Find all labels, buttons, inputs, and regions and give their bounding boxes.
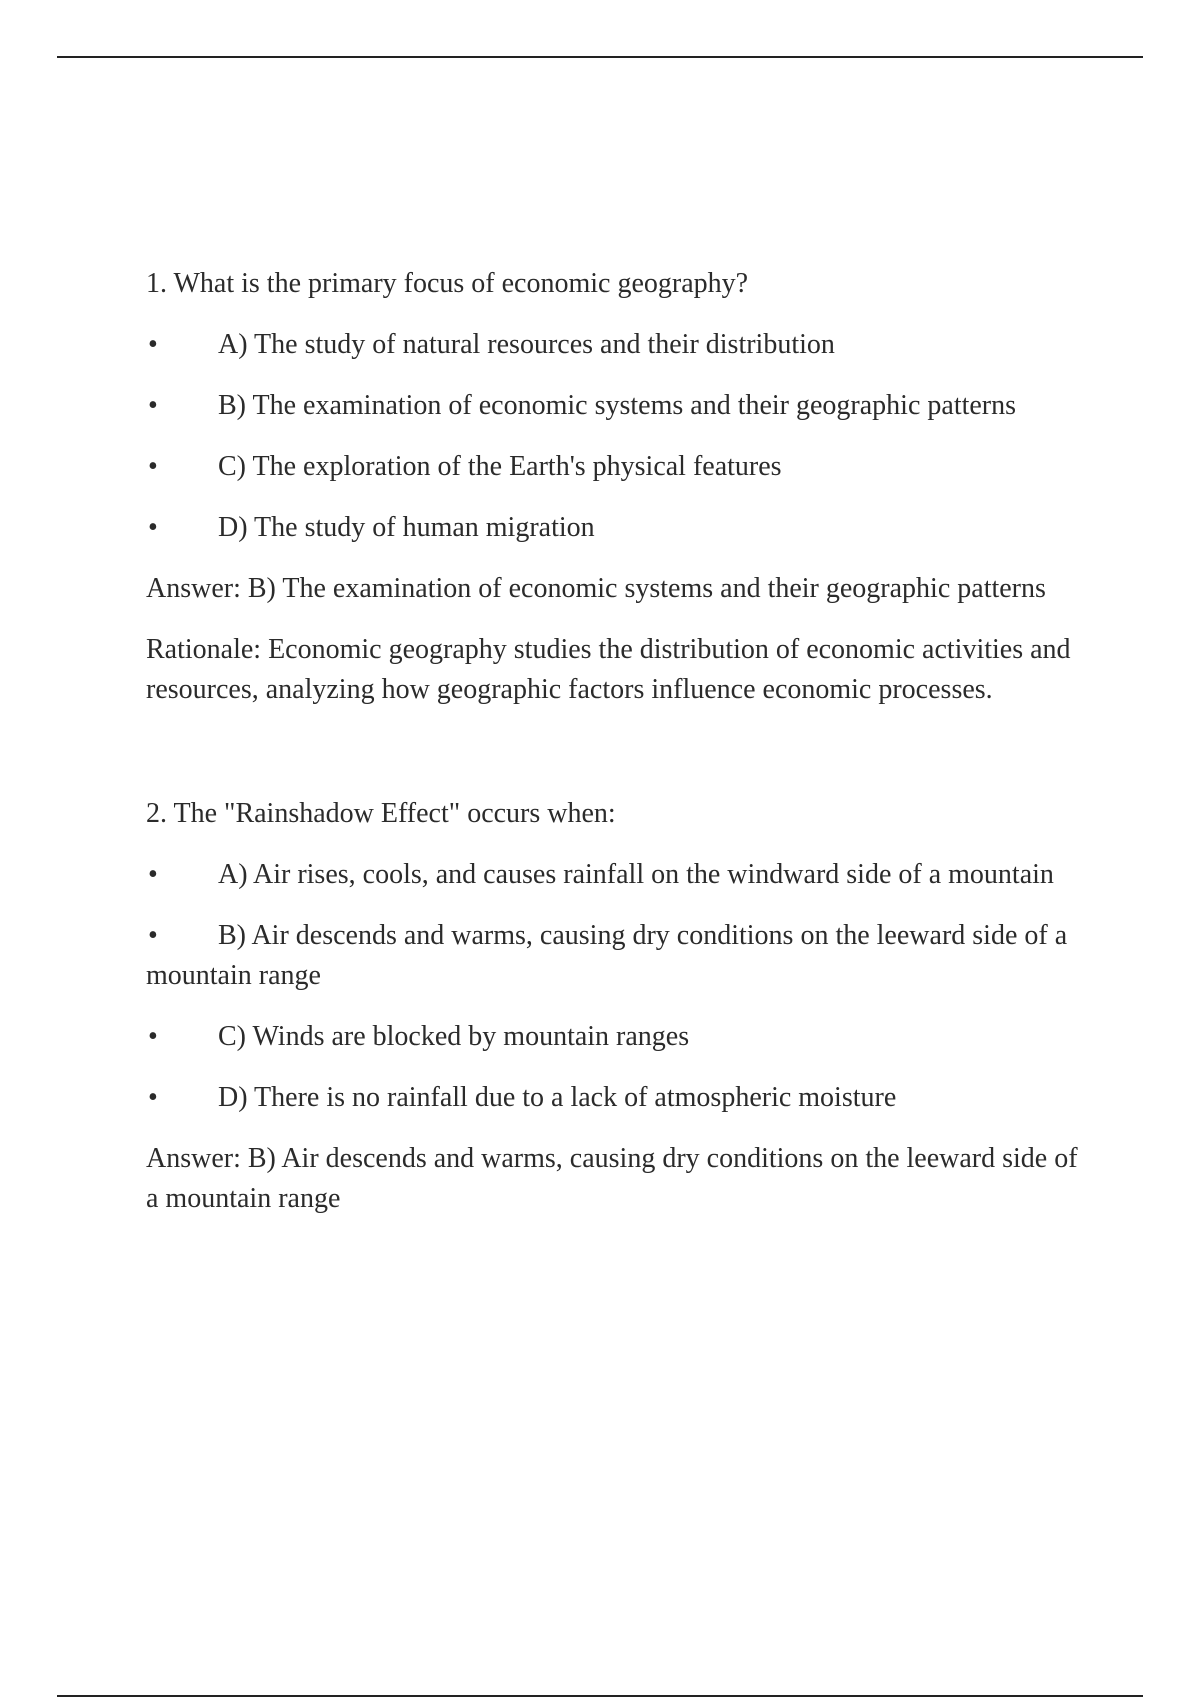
question-1-option-c (146, 447, 1086, 487)
option-text: C) The exploration of the Earth's physical features (218, 451, 782, 482)
option-text: D) The study of human migration (218, 512, 595, 543)
question-2-option-a (146, 855, 1086, 895)
option-text: B) Air descends and warms, causing dry conditions on the leeward side of a mountain range (146, 920, 1068, 991)
question-block-1 (146, 264, 1086, 710)
bullet-icon: • (148, 920, 158, 951)
top-rule (57, 56, 1143, 58)
option-text: C) Winds are blocked by mountain ranges (218, 1021, 690, 1052)
bullet-icon: • (148, 512, 158, 543)
bullet-icon: • (148, 1021, 158, 1052)
option-text: B) The examination of economic systems and their geographic patterns (218, 390, 1017, 421)
bottom-rule (57, 1695, 1143, 1697)
question-1-option-b (146, 386, 1086, 426)
bullet-icon: • (148, 859, 158, 890)
question-2-answer: Answer: B) Air descends and warms, causing dry conditions on the leeward side of a mountain range (146, 1143, 1078, 1214)
question-2-prompt: 2. The "Rainshadow Effect" occurs when: (146, 798, 616, 829)
question-2-option-c (146, 1017, 1086, 1057)
question-1-answer: Answer: B) The examination of economic systems and their geographic patterns (146, 573, 1046, 604)
page-content (146, 264, 1086, 1240)
question-1-options (146, 325, 1086, 548)
question-2-option-d (146, 1078, 1086, 1118)
question-block-2 (146, 794, 1086, 1219)
question-2-option-b (146, 916, 1086, 996)
option-text: D) There is no rainfall due to a lack of atmospheric moisture (218, 1082, 897, 1113)
question-1-option-a (146, 325, 1086, 365)
bullet-icon: • (148, 390, 158, 421)
bullet-icon: • (148, 451, 158, 482)
question-1-rationale: Rationale: Economic geography studies the distribution of economic activities and resources, analyzing how geographic factors influence economic processes. (146, 634, 1071, 705)
question-2-options (146, 855, 1086, 1118)
option-text: A) The study of natural resources and their distribution (218, 329, 835, 360)
bullet-icon: • (148, 329, 158, 360)
option-text: A) Air rises, cools, and causes rainfall on the windward side of a mountain (218, 859, 1054, 890)
question-1-option-d (146, 508, 1086, 548)
bullet-icon: • (148, 1082, 158, 1113)
question-1-prompt: 1. What is the primary focus of economic geography? (146, 268, 749, 299)
